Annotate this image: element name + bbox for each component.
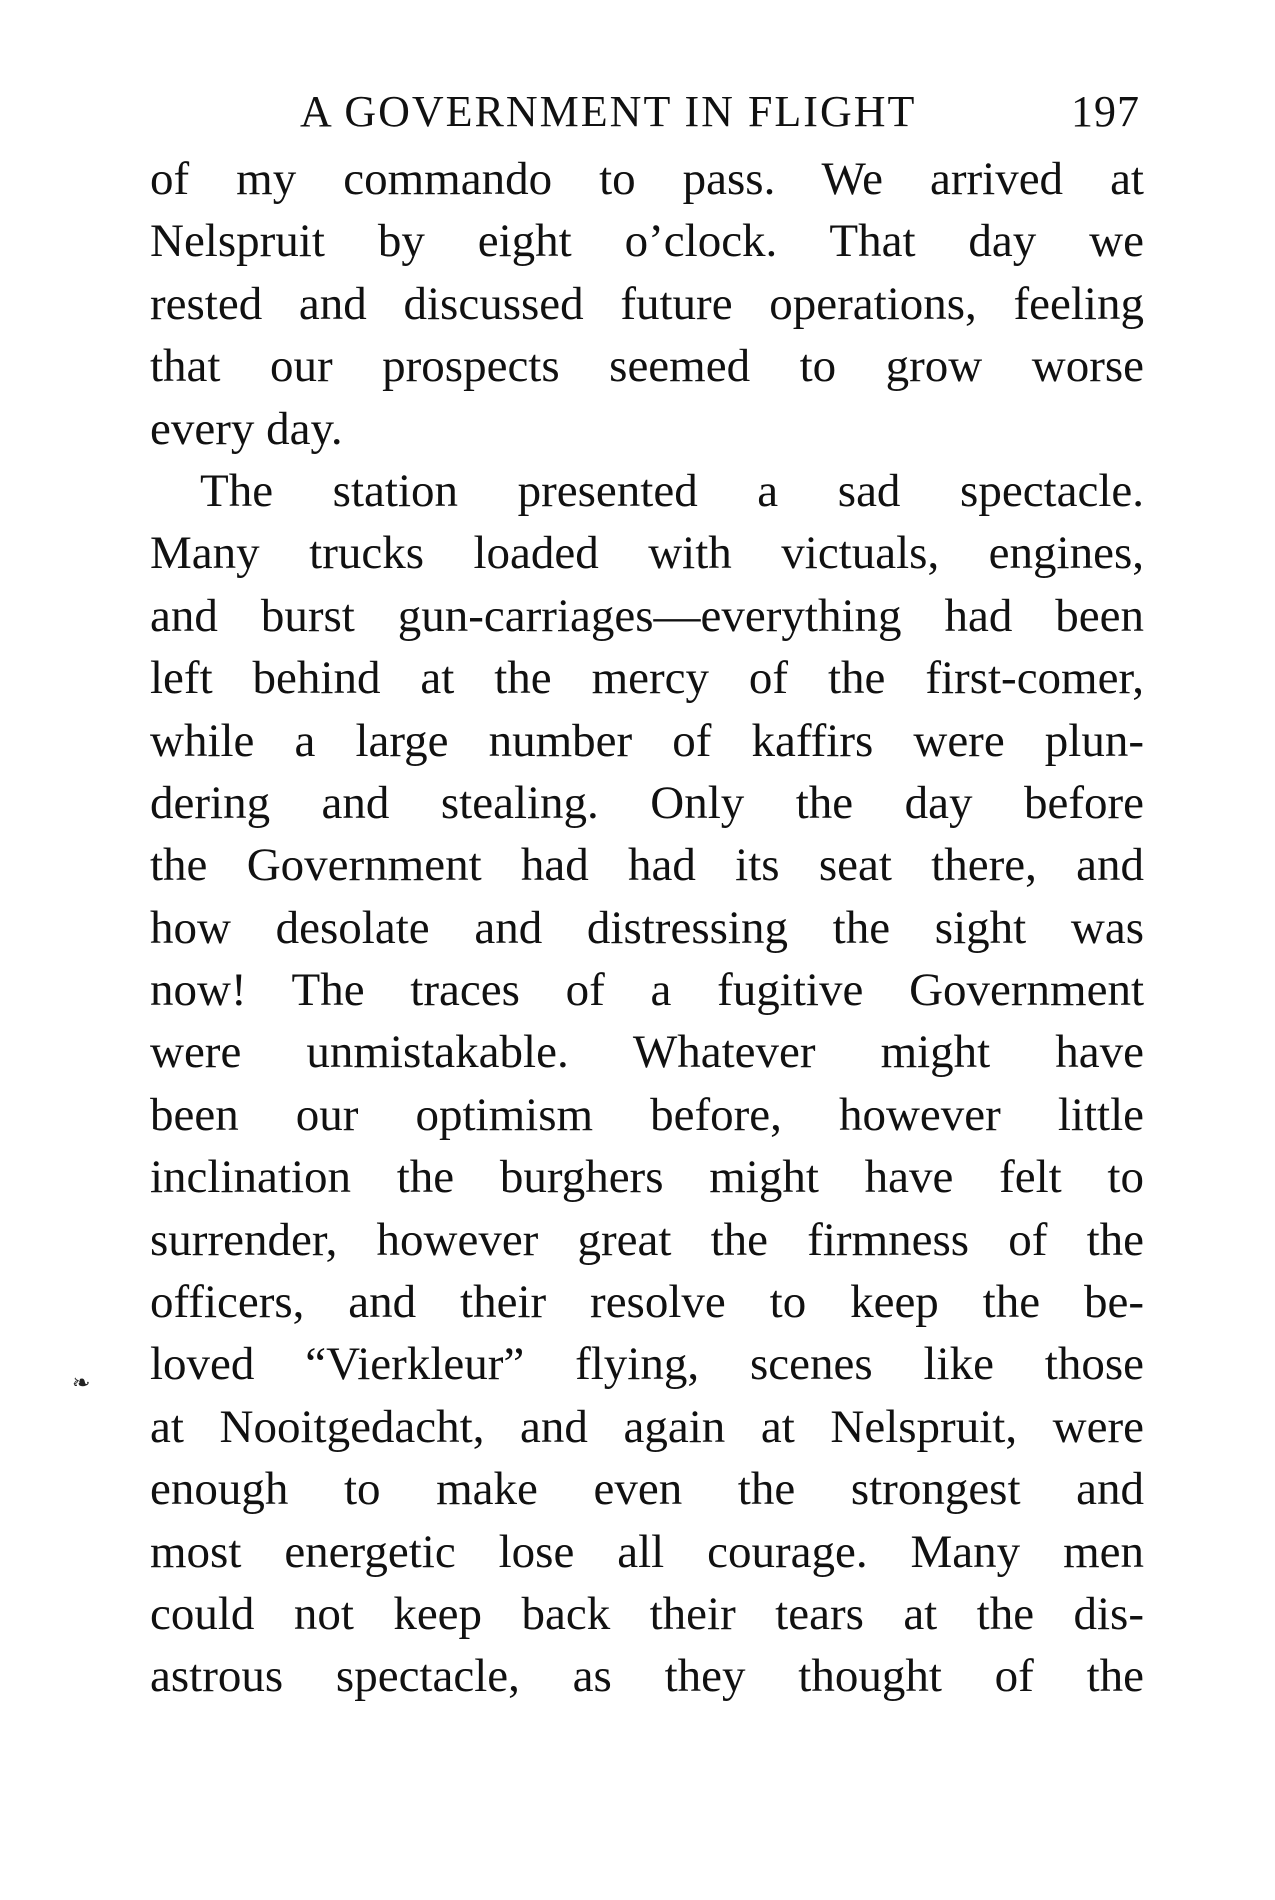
text-line: Nelspruit by eight o’clock. That day we [150,215,1144,268]
text-line: most energetic lose all courage. Many men [150,1525,1144,1578]
text-line: how desolate and distressing the sight was [150,901,1144,954]
text-line: at Nooitgedacht, and again at Nelspruit, were [150,1400,1144,1453]
text-line: dering and stealing. Only the day before [150,776,1144,829]
text-line: left behind at the mercy of the first-comer, [150,652,1144,705]
text-line: could not keep back their tears at the dis- [150,1587,1144,1640]
text-line: Many trucks loaded with victuals, engines, [150,527,1144,580]
text-line: and burst gun-carriages—everything had been [150,589,1144,642]
running-head [150,82,1140,142]
text-line: officers, and their resolve to keep the be- [150,1276,1144,1329]
text-line: The station presented a sad spectacle. [200,464,1144,517]
text-line: surrender, however great the firmness of the [150,1213,1144,1266]
margin-mark-icon: ❧ [72,1370,91,1395]
chapter-title: A GOVERNMENT IN FLIGHT [300,87,917,136]
text-line: the Government had had its seat there, and [150,839,1144,892]
text-line: that our prospects seemed to grow worse [150,340,1144,393]
text-line: now! The traces of a fugitive Government [150,964,1144,1017]
text-line: loved “Vierkleur” flying, scenes like those [150,1338,1144,1391]
text-line: of my commando to pass. We arrived at [150,153,1144,205]
text-line: every day. [150,402,343,455]
text-line: while a large number of kaffirs were plun- [150,714,1144,767]
page-number: 197 [1071,87,1140,136]
text-line: astrous spectacle, as they thought of the [150,1650,1144,1703]
text-line: were unmistakable. Whatever might have [150,1026,1144,1079]
text-line: inclination the burghers might have felt to [150,1151,1144,1204]
text-line: rested and discussed future operations, feeling [150,277,1144,330]
text-line: been our optimism before, however little [150,1088,1144,1141]
body-text [150,148,1144,1708]
text-line: enough to make even the strongest and [150,1463,1144,1516]
